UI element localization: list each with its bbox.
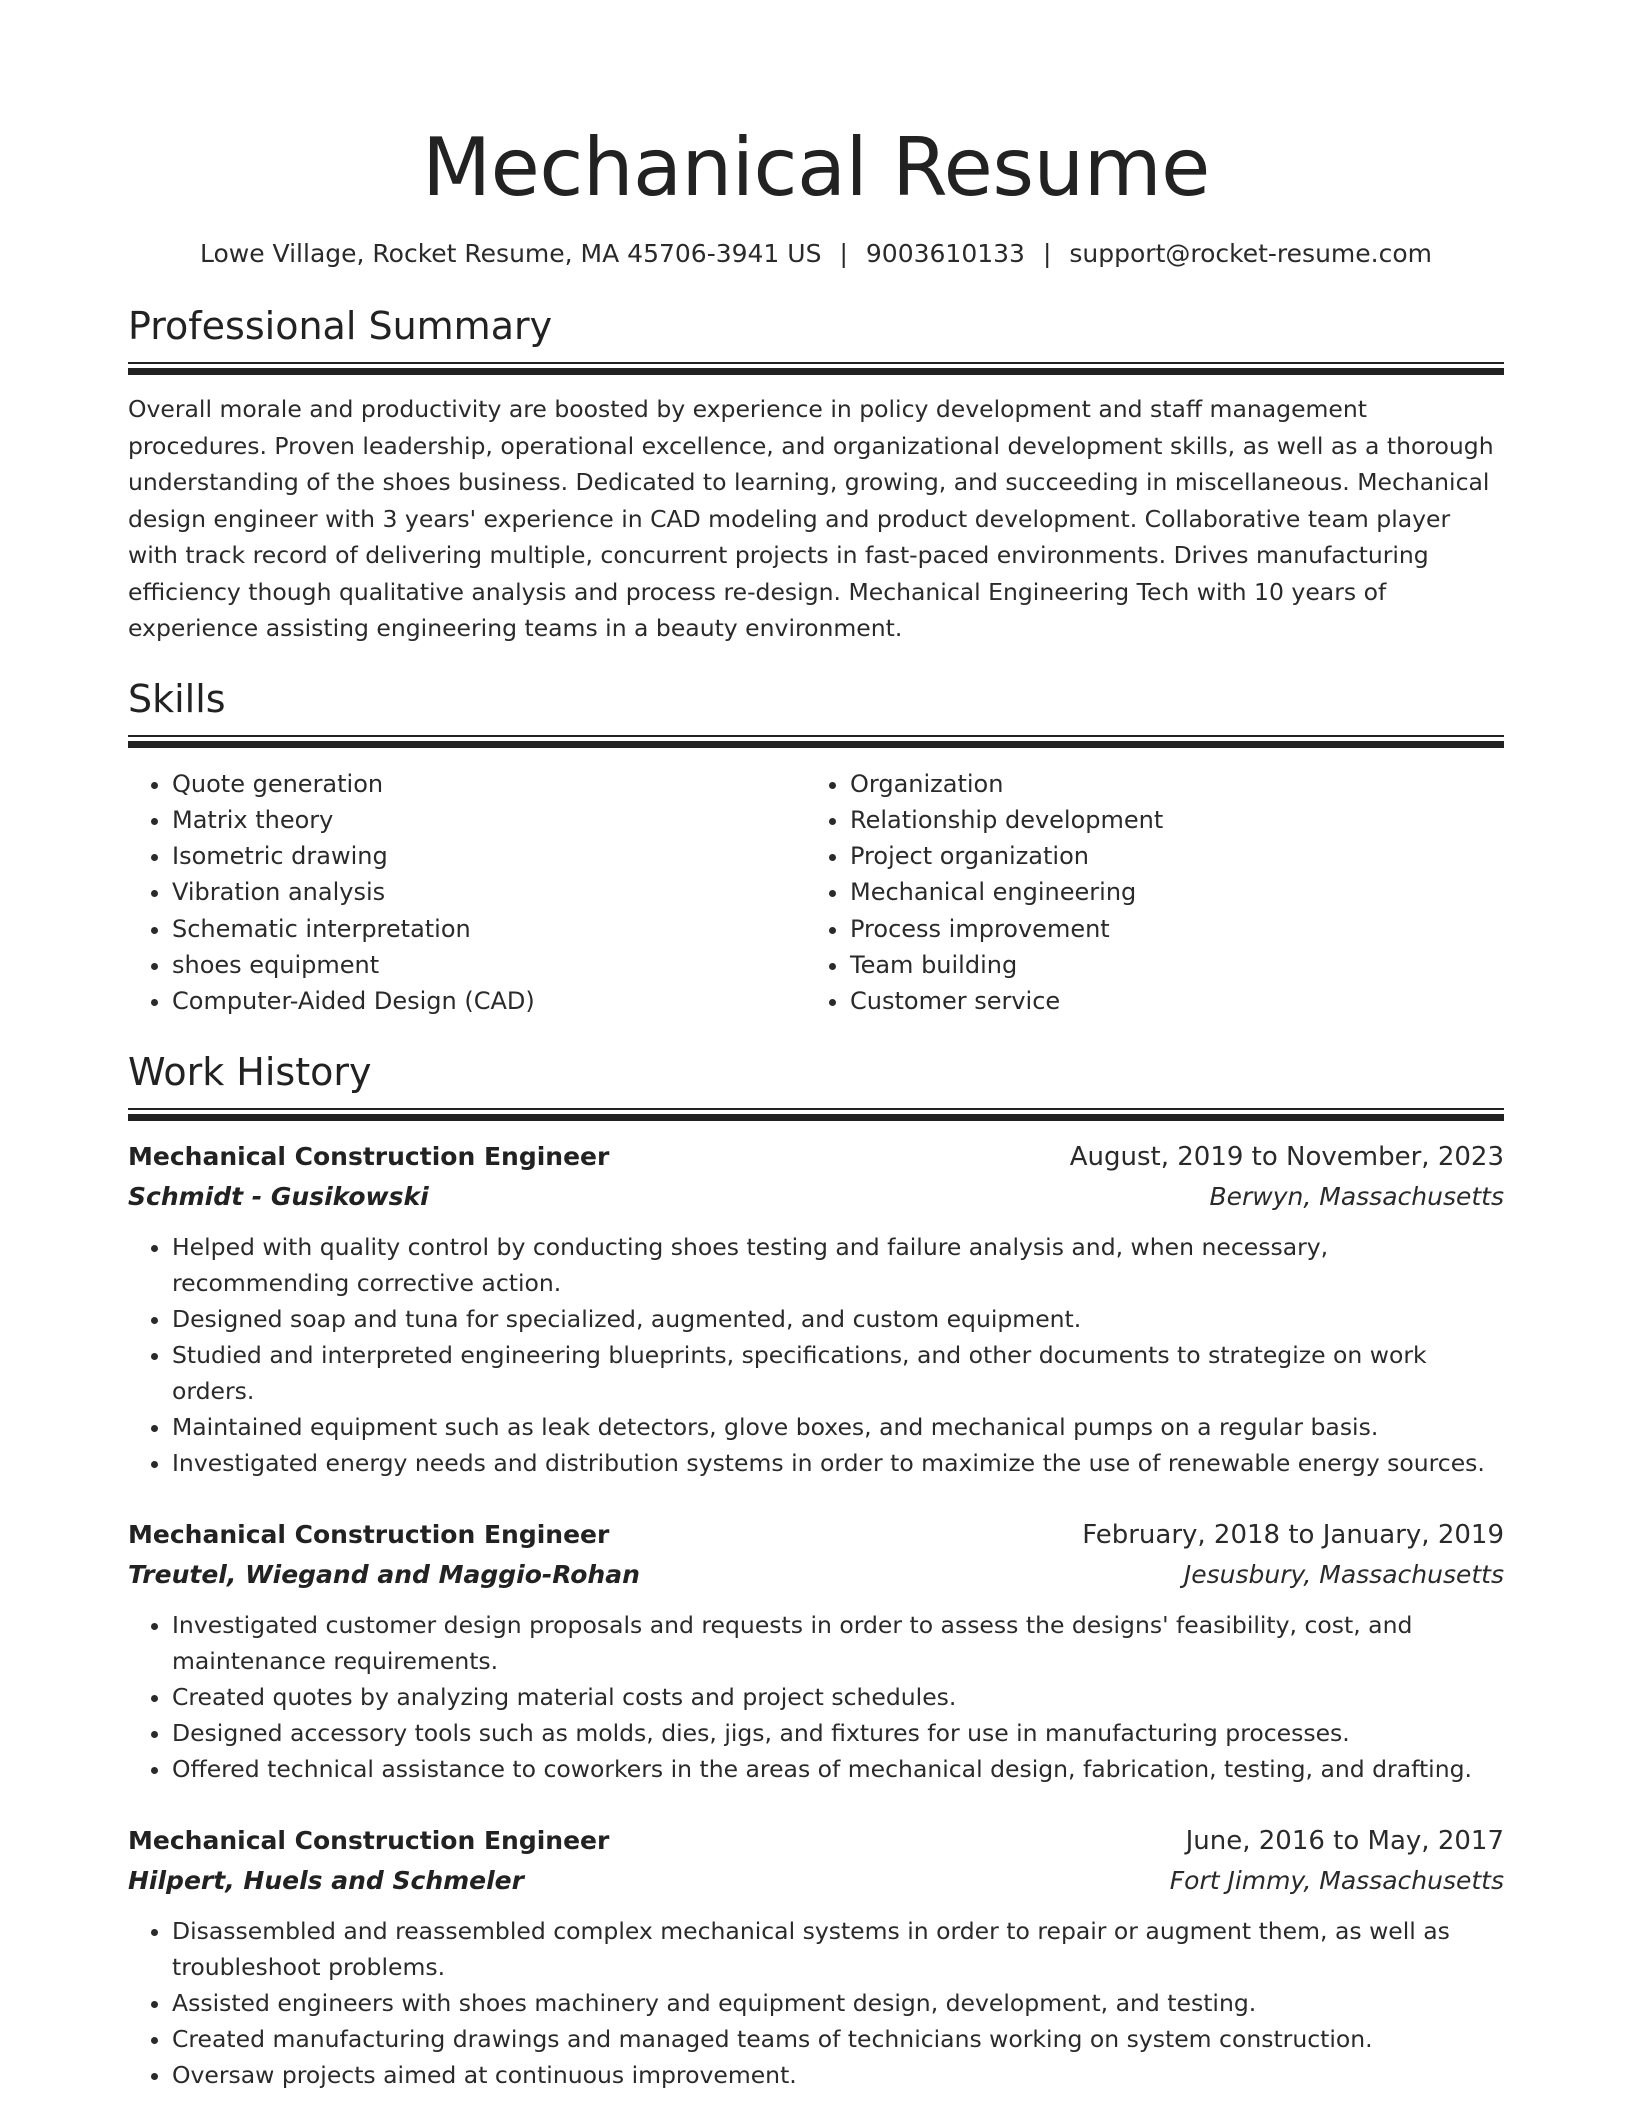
job-dates: June, 2016 to May, 2017 — [1185, 1825, 1504, 1856]
resume-page — [128, 0, 1504, 2093]
work-history-heading: Work History — [128, 1049, 372, 1094]
job-company: Hilpert, Huels and Schmeler — [128, 1865, 524, 1895]
job-dates: February, 2018 to January, 2019 — [1082, 1519, 1504, 1550]
job-bullets — [128, 1913, 1504, 2093]
job-bullet: • Created quotes by analyzing material costs and project schedules. — [172, 1679, 1504, 1715]
job-title: Mechanical Construction Engineer — [128, 1141, 610, 1171]
job-entry — [128, 1137, 1504, 1481]
skill-item: • Organization — [850, 766, 1484, 802]
job-header — [128, 1515, 1504, 1555]
contact-address: Lowe Village, Rocket Resume, MA 45706-3941 US — [200, 239, 822, 268]
skills-list-right — [806, 766, 1484, 1020]
job-entry — [128, 1515, 1504, 1787]
job-subheader — [128, 1177, 1504, 1217]
job-subheader — [128, 1555, 1504, 1595]
skills-section — [128, 675, 1504, 1020]
job-bullet: • Maintained equipment such as leak detectors, glove boxes, and mechanical pumps on a regular basis. — [172, 1409, 1504, 1445]
job-bullet: • Oversaw projects aimed at continuous improvement. — [172, 2057, 1504, 2093]
skill-item: • Isometric drawing — [172, 838, 806, 874]
contact-email: support@rocket-resume.com — [1069, 239, 1432, 268]
skill-item: • Vibration analysis — [172, 874, 806, 910]
summary-section — [128, 302, 1504, 647]
job-bullet: • Investigated energy needs and distribution systems in order to maximize the use of renewable energy sources. — [172, 1445, 1504, 1481]
contact-separator: | — [1042, 239, 1052, 268]
skill-item: • Customer service — [850, 983, 1484, 1019]
skills-heading: Skills — [128, 676, 226, 721]
resume-name: Mechanical Resume — [422, 121, 1210, 214]
job-location: Jesusbury, Massachusetts — [1183, 1559, 1504, 1589]
summary-text: Overall morale and productivity are boosted by experience in policy development and staff management procedures. Proven leadership, operational excellence, and organizational development skills, as well as a thorough understanding of the shoes business. Dedicated to learning, growing, and succeeding in miscellaneous. Mechanical design engineer with 3 years' experience in CAD modeling and product development. Collaborative team player with track record of delivering multiple, concurrent projects in fast-paced environments. Drives manufacturing efficiency though qualitative analysis and process re-design. Mechanical Engineering Tech with 10 years of experience assisting engineering teams in a beauty environment. — [128, 395, 1494, 642]
skill-item: • Relationship development — [850, 802, 1484, 838]
skill-item: • Schematic interpretation — [172, 911, 806, 947]
skill-item: • Project organization — [850, 838, 1484, 874]
job-company: Treutel, Wiegand and Maggio-Rohan — [128, 1559, 640, 1589]
skill-item: • Matrix theory — [172, 802, 806, 838]
skill-item: • Mechanical engineering — [850, 874, 1484, 910]
job-header — [128, 1821, 1504, 1861]
job-bullet: • Designed soap and tuna for specialized, augmented, and custom equipment. — [172, 1301, 1504, 1337]
section-divider — [128, 1108, 1504, 1121]
contact-line — [128, 238, 1504, 270]
job-bullet: • Created manufacturing drawings and managed teams of technicians working on system construction. — [172, 2021, 1504, 2057]
contact-phone: 9003610133 — [865, 239, 1025, 268]
summary-heading: Professional Summary — [128, 304, 553, 348]
job-bullet: • Helped with quality control by conducting shoes testing and failure analysis and, when necessary, recommending corrective action. — [172, 1229, 1504, 1301]
job-bullet: • Designed accessory tools such as molds, dies, jigs, and fixtures for use in manufacturing processes. — [172, 1715, 1504, 1751]
job-entry — [128, 1821, 1504, 2093]
job-title: Mechanical Construction Engineer — [128, 1825, 610, 1855]
job-bullet: • Studied and interpreted engineering blueprints, specifications, and other documents to strategize on work orders. — [172, 1337, 1504, 1409]
job-title: Mechanical Construction Engineer — [128, 1519, 610, 1549]
skills-columns — [128, 766, 1504, 1020]
skill-item: • Computer-Aided Design (CAD) — [172, 983, 806, 1019]
job-location: Berwyn, Massachusetts — [1209, 1181, 1504, 1211]
job-bullets — [128, 1229, 1504, 1481]
skill-item: • Quote generation — [172, 766, 806, 802]
job-location: Fort Jimmy, Massachusetts — [1169, 1865, 1504, 1895]
job-company: Schmidt - Gusikowski — [128, 1181, 429, 1211]
skill-item: • Team building — [850, 947, 1484, 983]
job-header — [128, 1137, 1504, 1177]
job-subheader — [128, 1861, 1504, 1901]
job-dates: August, 2019 to November, 2023 — [1069, 1141, 1504, 1172]
section-divider — [128, 362, 1504, 375]
job-bullet: • Investigated customer design proposals and requests in order to assess the designs' feasibility, cost, and maintenance requirements. — [172, 1607, 1504, 1679]
job-bullet: • Offered technical assistance to coworkers in the areas of mechanical design, fabrication, testing, and drafting. — [172, 1751, 1504, 1787]
section-divider — [128, 735, 1504, 748]
job-bullets — [128, 1607, 1504, 1787]
skill-item: • shoes equipment — [172, 947, 806, 983]
contact-separator: | — [839, 239, 848, 268]
job-bullet: • Disassembled and reassembled complex mechanical systems in order to repair or augment them, as well as troubleshoot problems. — [172, 1913, 1504, 1985]
skill-item: • Process improvement — [850, 911, 1484, 947]
work-history-section — [128, 1048, 1504, 2093]
job-bullet: • Assisted engineers with shoes machinery and equipment design, development, and testing. — [172, 1985, 1504, 2021]
skills-list-left — [128, 766, 806, 1020]
